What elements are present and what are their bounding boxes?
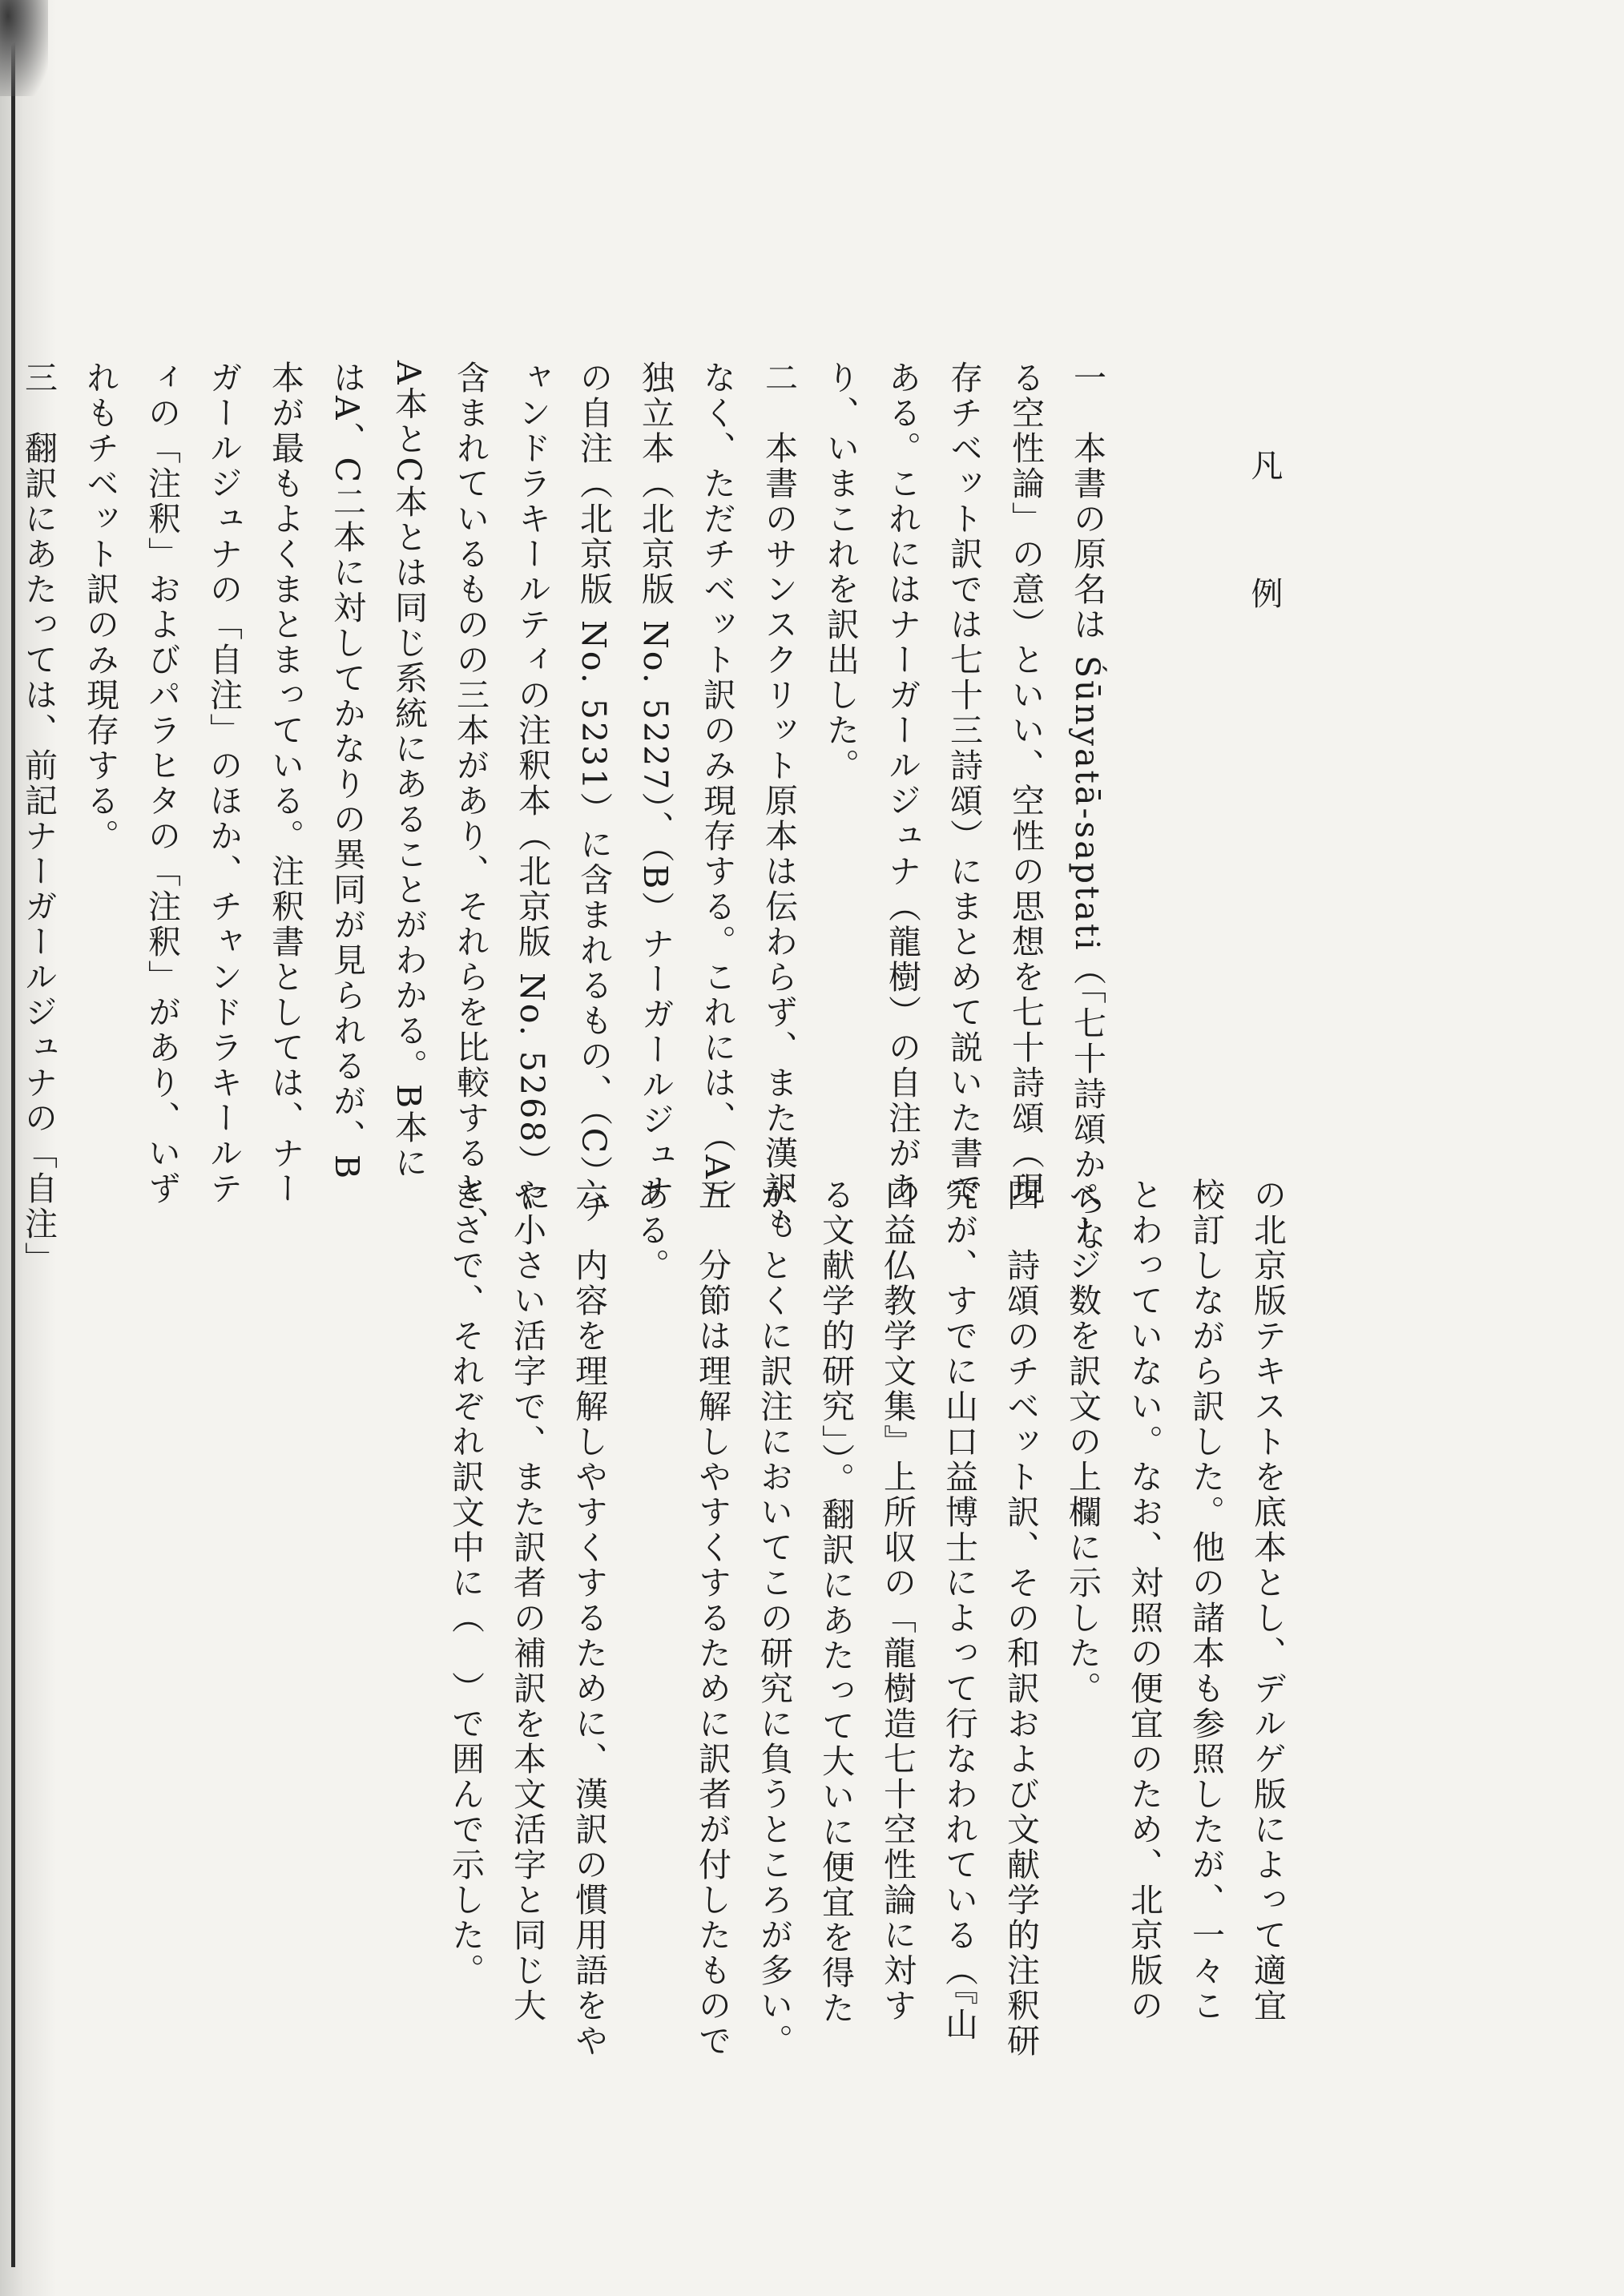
text-line: ャンドラキールティの注釈本（北京版 No. 5268）に — [513, 361, 551, 1215]
text-line: A本とC本とは同じ系統にあることがわかる。B本に — [389, 361, 428, 1182]
text-line: る空性論」の意）といい、空性の思想を七十詩頌（現 — [1006, 361, 1045, 1206]
text-line: 四 詩頌のチベット訳、その和訳および文献学的注釈研 — [1001, 1178, 1040, 2059]
text-line: 一 本書の原名は Śūnyatā-saptati（「七十詩頌からな — [1068, 361, 1106, 1254]
page-title: 凡 例 — [1246, 449, 1283, 641]
text-line: 二 本書のサンスクリット原本は伝わらず、また漢訳も — [760, 361, 798, 1242]
text-line: 存チベット訳では七十三詩頌）にまとめて説いた書で — [945, 361, 983, 1206]
text-line: 含まれているものの三本があり、それらを比較すると、 — [451, 361, 490, 1242]
text-line: ある。これにはナーガールジュナ（龍樹）の自注があ — [883, 361, 921, 1206]
text-line: の北京版テキストを底本とし、デルゲ版によって適宜 — [1248, 1178, 1287, 2024]
text-line: る文献学的研究」）。翻訳にあたって大いに便宜を得た — [816, 1178, 855, 2026]
text-line: 独立本（北京版 No. 5227）、（B）ナーガールジュナ — [636, 361, 675, 1209]
text-line: ある。 — [631, 1178, 670, 1283]
page-scan-smudge — [0, 0, 48, 96]
text-line: ページ数を訳文の上欄に示した。 — [1063, 1178, 1102, 1706]
text-line: や小さい活字で、また訳者の補訳を本文活字と同じ大 — [508, 1178, 546, 2024]
text-line: の自注（北京版 No. 5231）に含まれるもの、（C）チ — [574, 361, 613, 1227]
notes-block-left — [446, 1178, 1298, 2059]
text-line: 三 翻訳にあたっては、前記ナーガールジュナの「自注」 — [19, 361, 58, 1277]
text-line: ガールジュナの「自注」のほか、チャンドラキールテ — [204, 361, 243, 1206]
text-line: 口益仏教学文集』上所収の「龍樹造七十空性論に対す — [878, 1178, 917, 2024]
text-line: はA、C二本に対してかなりの異同が見られるが、B — [328, 361, 366, 1182]
text-line: 本が最もよくまとまっている。注釈書としては、ナー — [266, 361, 304, 1206]
text-line: 校訂しながら訳した。他の諸本も参照したが、一々こ — [1187, 1178, 1225, 2024]
text-line: れもチベット訳のみ現存する。 — [81, 361, 119, 854]
text-line: 五 分節は理解しやすくするために訳者が付したもので — [693, 1178, 731, 2059]
text-line: なく、ただチベット訳のみ現存する。これには、（A） — [698, 361, 736, 1217]
text-line: り、いまこれを訳出した。 — [821, 361, 860, 783]
notes-block-right — [19, 361, 1118, 1277]
text-line: ィの「注釈」およびパラヒタの「注釈」があり、いず — [143, 361, 181, 1206]
text-line: きさで、それぞれ訳文中に（ ）で囲んで示した。 — [446, 1178, 485, 1988]
text-line: 究が、すでに山口益博士によって行なわれている（『山 — [940, 1178, 978, 2043]
text-line: 六 内容を理解しやすくするために、漢訳の慣用語をや — [570, 1178, 608, 2059]
text-line: とわっていない。なお、対照の便宜のため、北京版の — [1125, 1178, 1163, 2024]
text-line: が、とくに訳注においてこの研究に負うところが多い。 — [755, 1178, 793, 2059]
